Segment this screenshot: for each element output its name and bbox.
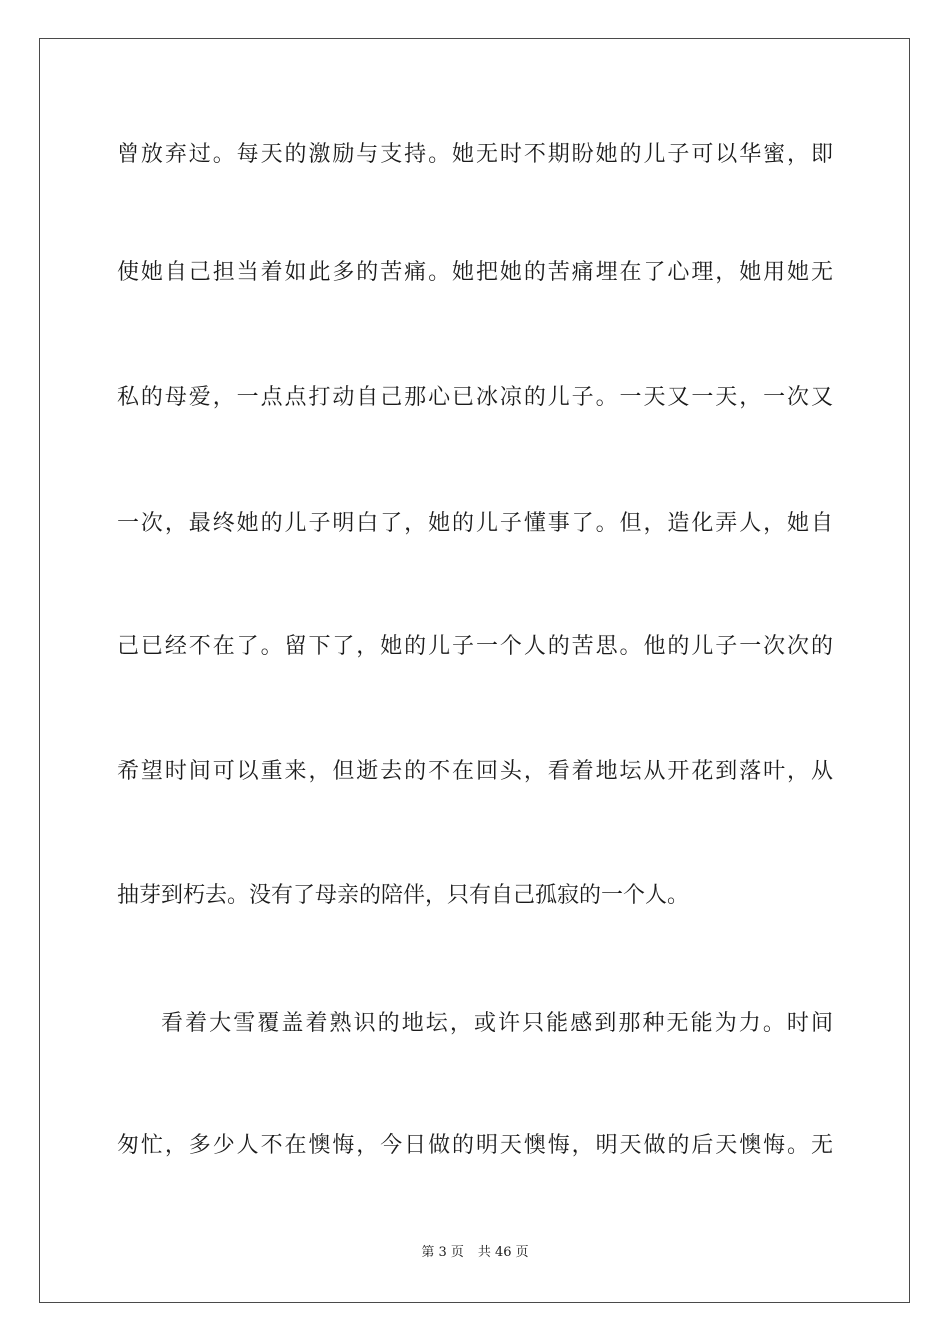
text-line: 看着大雪覆盖着熟识的地坛，或许只能感到那种无能为力。时间 (161, 1011, 833, 1036)
page-footer (0, 1241, 950, 1260)
text-line: 使她自己担当着如此多的苦痛。她把她的苦痛埋在了心理，她用她无 (117, 260, 833, 285)
total-pages: 共 46 页 (477, 1245, 529, 1260)
text-line: 己已经不在了。留下了，她的儿子一个人的苦思。他的儿子一次次的 (117, 634, 833, 659)
page-number: 第 3 页 (421, 1245, 464, 1260)
text-line: 抽芽到朽去。没有了母亲的陪伴，只有自己孤寂的一个人。 (117, 883, 690, 908)
text-line: 匆忙，多少人不在懊悔，今日做的明天懊悔，明天做的后天懊悔。无 (117, 1133, 833, 1158)
text-line: 希望时间可以重来，但逝去的不在回头，看着地坛从开花到落叶，从 (117, 759, 833, 784)
text-line: 曾放弃过。每天的激励与支持。她无时不期盼她的儿子可以华蜜，即 (117, 142, 833, 167)
text-line: 私的母爱，一点点打动自己那心已冰凉的儿子。一天又一天，一次又 (117, 385, 833, 410)
text-line: 一次，最终她的儿子明白了，她的儿子懂事了。但，造化弄人，她自 (117, 511, 833, 536)
page-border (39, 38, 910, 1303)
